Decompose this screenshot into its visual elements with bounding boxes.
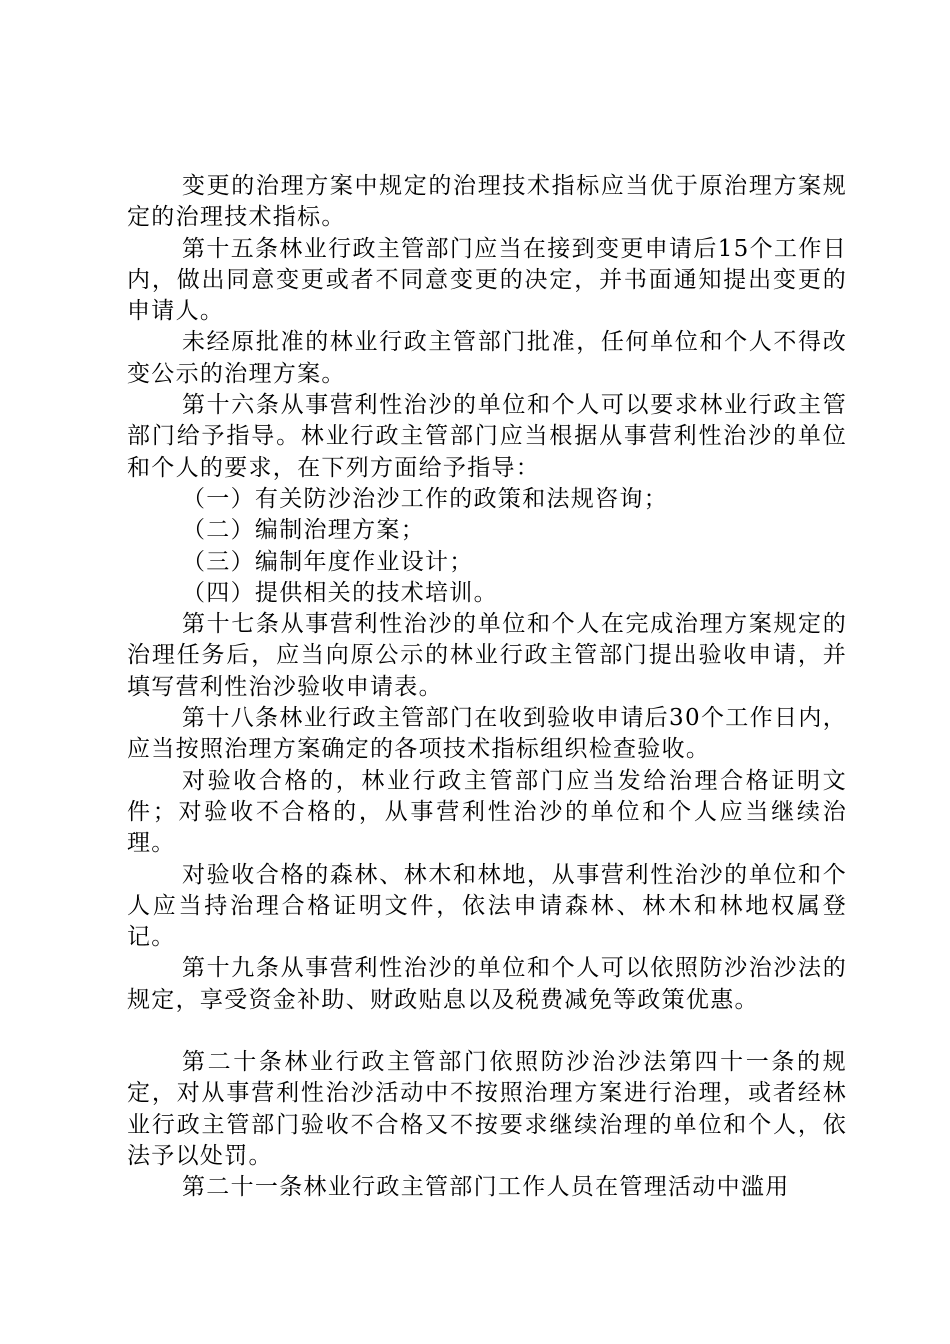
paragraph-1: 变更的治理方案中规定的治理技术指标应当优于原治理方案规定的治理技术指标。 [127, 173, 847, 231]
list-item-3: （三）编制年度作业设计； [182, 548, 474, 575]
paragraph-3: 未经原批准的林业行政主管部门批准，任何单位和个人不得改变公示的治理方案。 [127, 329, 847, 387]
paragraph-7: 对验收合格的，林业行政主管部门应当发给治理合格证明文件；对验收不合格的，从事营利性治沙的单位和个人应当继续治理。 [127, 767, 847, 857]
list-item-4: （四）提供相关的技术培训。 [182, 579, 498, 606]
list-item-1: （一）有关防沙治沙工作的政策和法规咨询； [182, 485, 668, 512]
paragraph-2: 第十五条林业行政主管部门应当在接到变更申请后15个工作日内，做出同意变更或者不同意变更的决定，并书面通知提出变更的申请人。 [127, 235, 847, 325]
paragraph-5: 第十七条从事营利性治沙的单位和个人在完成治理方案规定的治理任务后，应当向原公示的林业行政主管部门提出验收申请，并填写营利性治沙验收申请表。 [127, 611, 847, 700]
list-item-2: （二）编制治理方案； [182, 517, 425, 544]
paragraph-9: 第十九条从事营利性治沙的单位和个人可以依照防沙治沙法的规定，享受资金补助、财政贴息以及税费减免等政策优惠。 [127, 955, 847, 1013]
paragraph-10: 第二十条林业行政主管部门依照防沙治沙法第四十一条的规定，对从事营利性治沙活动中不按照治理方案进行治理，或者经林业行政主管部门验收不合格又不按要求继续治理的单位和个人，依法予以处罚。 [127, 1049, 847, 1169]
paragraph-6: 第十八条林业行政主管部门在收到验收申请后30个工作日内，应当按照治理方案确定的各项技术指标组织检查验收。 [127, 705, 847, 763]
paragraph-4: 第十六条从事营利性治沙的单位和个人可以要求林业行政主管部门给予指导。林业行政主管部门应当根据从事营利性治沙的单位和个人的要求，在下列方面给予指导： [127, 392, 847, 481]
paragraph-8: 对验收合格的森林、林木和林地，从事营利性治沙的单位和个人应当持治理合格证明文件，依法申请森林、林木和林地权属登记。 [127, 861, 847, 951]
document-body [127, 171, 847, 1204]
paragraph-11: 第二十一条林业行政主管部门工作人员在管理活动中滥用 [182, 1174, 790, 1201]
